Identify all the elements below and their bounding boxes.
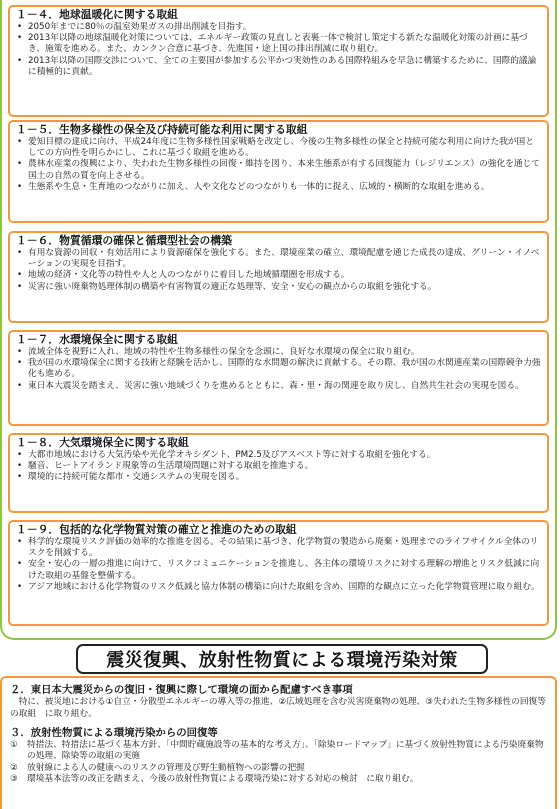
section-title: ２．東日本大震災からの復旧・復興に際して環境の面から配慮すべき事項 xyxy=(10,684,353,696)
section-title: １－６．物質循環の確保と循環型社会の構築 xyxy=(16,234,232,247)
list-item: • 有用な資源の回収・有効活用により資源確保を強化する。また、環境産業の確立、環境配慮を通じた成長の達成、グリーン・イノベーションの実現を目指す。 xyxy=(17,248,540,270)
section-1-5 xyxy=(8,120,549,223)
recovery-section xyxy=(0,676,557,809)
list-item: • 科学的な環境リスク評価の効率的な推進を図る。その結果に基づき、化学物質の製造から廃棄・処理までのライフサイクル全体のリスクを削減する。 xyxy=(17,537,539,559)
list-item: • 環境的に持続可能な都市・交通システムの実現を図る。 xyxy=(17,472,245,483)
section-1-6 xyxy=(8,231,549,323)
list-item: • 安全・安心の一層の推進に向けて、リスクコミュニケーションを推進し、各主体の環境リスクに対する理解の増進とリスク低減に向けた取組の基盤を整備する。 xyxy=(17,559,540,581)
section-title: １－７．水環境保全に関する取組 xyxy=(16,333,178,346)
list-item: • 農林水産業の復興により、失われた生物多様性の回復・維持を図り、本来生態系が有する回復能力（レジリエンス）の強化を通じて国土の自然の質を向上させる。 xyxy=(17,159,540,181)
section-title: １－８．大気環境保全に関する取組 xyxy=(16,436,189,449)
list-item: • 2050年までに80％の温室効果ガスの排出削減を目指す。 xyxy=(17,22,252,32)
list-item: • 地域の経済・文化等の特性や人と人のつながりに着目した地域循環圏を形成する。 xyxy=(17,270,350,281)
section-title: １－４．地球温暖化に関する取組 xyxy=(16,8,178,21)
section-1-4 xyxy=(8,5,549,117)
list-item: • 2013年以降の地球温暖化対策については、エネルギー政策の見直しと表裏一体で検討し策定する新たな温暖化対策の計画に基づき、施策を進める。また、カンクン合意に基づき、先進国・途上国の排出削減に取り組む。 xyxy=(17,33,528,55)
section-title: １－９．包括的な化学物質対策の確立と推進のための取組 xyxy=(16,523,297,536)
list-item: • 災害に強い廃棄物処理体制の構築や有害物質の適正な処理等、安全・安心の観点からの取組を強化する。 xyxy=(17,281,437,292)
list-item: • 愛知目標の達成に向け、平成24年度に生物多様性国家戦略を改定し、今後の生物多様性の保全と持続可能な利用に向けた我が国としての方向性を明らかにし、これに基づく取組を進める。 xyxy=(17,137,534,159)
section-1-7 xyxy=(8,330,549,426)
list-item: • 大都市地域における大気汚染や光化学オキシダント、PM2.5及びアスベスト等に対する取組を強化する。 xyxy=(17,450,436,460)
list-item: • 我が国の水環境保全に関する技術と経験を活かし、国際的な水問題の解決に貢献する。その際、我が国の水関連産業の国際競争力強化も進める。 xyxy=(17,358,541,380)
list-item: ② 放射線による人の健康へのリスクの管理及び野生動植物への影響の把握 xyxy=(10,762,305,773)
section-body: 特に、被災地における①自立・分散型エネルギーの導入等の推進、②広域処理を含む災害廃棄物の処理、③失われた生物多様性の回復等の取組 に取り組む。 xyxy=(10,697,546,719)
list-item: • 2013年以降の国際交渉について、全ての主要国が参加する公平かつ実効性のある国際枠組みを早急に構築するために、国際的議論に積極的に貢献。 xyxy=(17,55,537,77)
list-item: ③ 環境基本法等の改正を踏まえ、今後の放射性物質による環境汚染に対する対応の検討 に取り組む。 xyxy=(10,773,419,784)
section-1-8 xyxy=(8,433,549,513)
section-title: １－５．生物多様性の保全及び持続可能な利用に関する取組 xyxy=(16,123,308,136)
list-item: • アジア地域における化学物質のリスク低減と協力体制の構築に向けた取組を含め、国際的な観点に立った化学物質管理に取り組む。 xyxy=(17,581,540,592)
list-item: • 流域全体を視野に入れ、地域の特性や生物多様性の保全を念頭に、良好な水環境の保全に取り組む。 xyxy=(17,347,420,357)
section-title: ３．放射性物質による環境汚染からの回復等 xyxy=(10,727,218,739)
list-item: • 騒音、ヒートアイランド現象等の生活環境問題に対する取組を推進する。 xyxy=(17,461,314,472)
list-item: • 東日本大震災を踏まえ、災害に強い地域づくりを進めるとともに、森・里・海の関連を取り戻し、自然共生社会の実現を図る。 xyxy=(17,380,524,391)
list-item: ① 特措法、特措法に基づく基本方針、「中間貯蔵施設等の基本的な考え方」、「除染ロードマップ」に基づく放射性物質による汚染廃棄物の処理、除染等の取組の実施 xyxy=(10,740,544,762)
list-item: • 生態系や生息・生育地のつながりに加え、人や文化などのつながりも一体的に捉え、広域的・横断的な取組を進める。 xyxy=(17,181,490,192)
section-1-9 xyxy=(8,520,549,626)
disaster-recovery-banner: 震災復興、放射性物質による環境汚染対策 xyxy=(76,644,488,674)
